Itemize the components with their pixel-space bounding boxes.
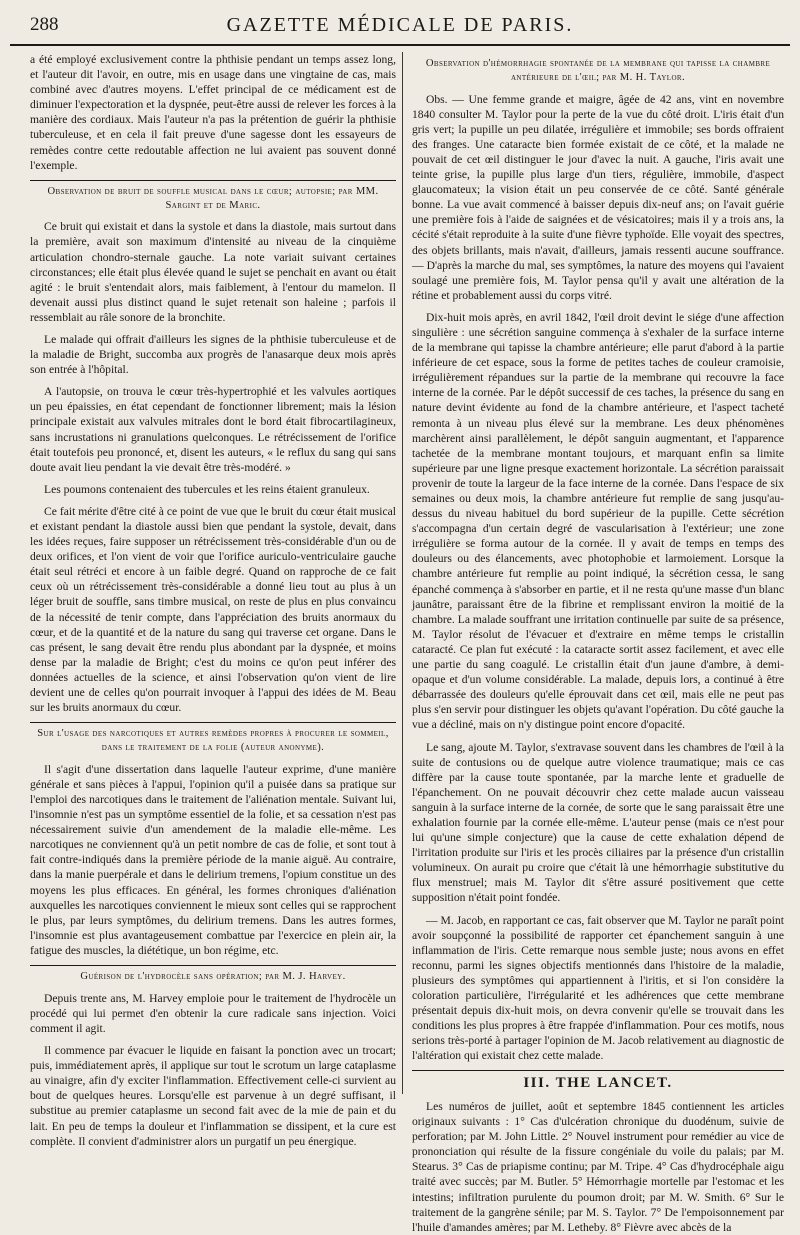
article-heading: Sur l'usage des narcotiques et autres remèdes propres à procurer le sommeil, dans le traitement de la folie (auteur anonyme). <box>30 722 396 755</box>
paragraph: Les poumons contenaient des tubercules et les reins étaient granuleux. <box>44 482 370 496</box>
page-header <box>10 14 790 46</box>
paragraph: Il commence par évacuer le liquide en faisant la ponction avec un trocart; puis, immédiatement après, il applique sur tout le scrotum un large cataplasme au vinaigre, afin d'y exciter l'inflammation. Effectivement celle-ci survient au bout de quelques heures. Lorsqu'elle est parvenue à un degré suffisant, il substitue au premier cataplasme un second fait avec de la mie de pain et du lait. En peu de temps la douleur et l'inflammation se dissipent, et la cure est complète. Il convient d'administrer alors un purgatif un peu énergique. <box>30 1044 396 1148</box>
article-heading: Observation d'hémorrhagie spontanée de la membrane qui tapisse la chambre antérieure de l'œil; par M. H. Taylor. <box>425 58 771 83</box>
column-rule <box>402 52 403 1094</box>
journal-title: GAZETTE MÉDICALE DE PARIS. <box>226 14 574 36</box>
paragraph: A l'autopsie, on trouva le cœur très-hypertrophié et les valvules aortiques un peu épaissies, en état cependant de fonctionner librement; mais la lésion principale existait aux valvules mitrales dont le bord était fibrocartilagineux, sans incrustations ni granulations quelconques. Le rétrécissement de l'orifice était toutefois peu prononcé, et, disent les auteurs, « le reflux du sang qui sans doute avait lieu pendant la vie devait être très-modéré. » <box>30 385 396 474</box>
page-number: 288 <box>30 14 59 35</box>
article-heading: Observation de bruit de souffle musical dans le cœur; autopsie; par MM. Sargint et de Maric. <box>30 180 396 213</box>
paragraph: Dix-huit mois après, en avril 1842, l'œil droit devint le siége d'une affection singulière : une sécrétion sanguine commença à s'exhaler de la surface interne de la membrane qui tapisse la chambre antérieure; elle parut d'abord à la partie inférieure de cet espace, sous la forme de petites taches de couleur cramoisie, irrégulièrement répandues sur la partie de la membrane qui recouvre la face interne de la cornée. Par le dépôt successif de ces taches, la présence du sang en nature devint évidente au fond de la chambre antérieure, et l'aspect tacheté remonta à un niveau plus élevé sur la membrane. Les deux phénomènes marchèrent ainsi parallèlement, le dépôt sanguin augmentant, et l'apparence tachetée de la membrane montant toujours, et marquant enfin sa limite supérieure par une ligne presque exactement horizontale. La sécrétion paraissait provenir de toute la largeur de la face interne de la cornée. Dans l'espace de six semaines ou deux mois, la chambre antérieure fut remplie de sang jusqu'au-dessus du niveau habituel du bord supérieur de la pupille. Cette sécrétion s'accompagna d'un certain degré de vascularisation à l'extérieur; une zone irrégulière se forma autour de la cornée. Il y avait de temps en temps des douleurs ou des élancements, avec photophobie et larmoiement. Lorsque la chambre antérieure fut remplie au point indiqué, la sécrétion cessa, le sang épanché commença à s'absorber en partie, et il ne resta qu'une masse d'un blanc jaunâtre, paraissant être de la fibrine et remplissant environ la moitié de la chambre. La malade souffrant une irritation continuelle par suite de sa présence, M. Taylor résolut de l'évacuer et d'extraire en même temps le cristallin cataracté. Ce plan fut exécuté : la cataracte sortit assez facilement, et avec elle une partie du sang coagulé. Le cristallin était d'un jaune d'ambre, à demi-opaque et d'un volume considérable. La malade, depuis lors, a continué à être débarrassée des douleurs qu'elle éprouvait dans cet œil, mais elle ne peut pas plus s'en servir pour distinguer les objets qu'avant l'opération. Du côté gauche la vue a décliné, mais on n'y distingue point encore d'opacité. <box>412 310 784 732</box>
paragraph: a été employé exclusivement contre la phthisie pendant un temps assez long, et l'auteur dit l'avoir, en outre, mis en usage dans une vingtaine de cas, mais combiné avec d'autres moyens. L'effet principal de ce médicament est de diminuer l'expectoration et la dyspnée, peut-être aussi de relever les forces à la manière des cordiaux. Mais l'auteur n'a pas la prétention de guérir la phthisie tuberculeuse, et en cela il fait preuve d'une sagesse dont les essayeurs de remèdes contre cette redoutable affection ne lui avaient pas souvent donné l'exemple. <box>30 53 396 172</box>
paragraph: Les numéros de juillet, août et septembre 1845 contiennent les articles originaux suivants : 1° Cas d'ulcération chronique du duodénum, suivie de perforation; par M. John Little. 2° Nouvel instrument pour remédier au vice de prononciation qui résulte de la fissure congéniale du voile du palais; par M. Stearus. 3° Cas de priapisme continu; par M. Tripe. 4° Cas d'hydrocéphale aigu traité avec succès; par M. Butler. 5° Hémorrhagie mortelle par l'estomac et les intestins; infiltration purulente du poumon droit; par M. W. Smith. 6° Sur le traitement de la gangrène sénile; par M. S. Taylor. 7° De l'empoisonnement par l'huile d'amandes amères; par M. Letheby. 8° Fièvre avec abcès de la <box>412 1099 784 1234</box>
paragraph: Le sang, ajoute M. Taylor, s'extravase souvent dans les chambres de l'œil à la suite de contusions ou de quelque autre violence traumatique; mais ce cas diffère par la cause toute spontanée, par la marche lente et graduelle de l'épanchement. On ne pouvait découvrir chez cette malade aucun vaisseau sanguin à la surface interne de la cornée, de sorte que le sang paraissait être une exhalation fournie par la cornée elle-même. L'auteur pense (mais ce n'est pour lui qu'une simple conjecture) que la cause de cette exhalation dépend de l'irritation produite sur l'iris et les procès ciliaires par la présence d'un cristallin volumineux. On aurait pu croire que c'était là une hémorrhagie substitutive du flux menstruel; mais M. Taylor dit s'être assuré positivement que cette supposition n'était point fondée. <box>412 740 784 905</box>
paragraph: Obs. — Une femme grande et maigre, âgée de 42 ans, vint en novembre 1840 consulter M. Taylor pour la perte de la vue du côté droit. L'iris était d'un gris vert; la pupille un peu dilatée, irrégulière et immobile; ses bords offraient des franges. Une cataracte bien formée existait de ce côté, et la malade ne pouvait de cet œil distinguer le jour d'avec la nuit. A gauche, l'iris avait une teinte grise, la pupille plus large d'un tiers, régulière, immobile, d'aspect glaucomateux; la vision était un peu conservée de ce côté. Santé générale bonne. La vue avait commencé à baisser depuis dix-neuf ans; on l'avait guérie une première fois à l'aide de saignées et de vésicatoires; mais il y a trois ans, la cécité s'était reproduite à la suite d'une fièvre typhoïde. Elle voyait des spectres, des objets brillants, mais n'avait, d'ailleurs, jamais ressenti aucune souffrance. — D'après la marche du mal, ses symptômes, la nature des moyens qui l'avaient soulagé une première fois, M. Taylor pensa qu'il y avait une altération de la rétine et probablement aussi du corps vitré. <box>412 92 784 302</box>
left-column <box>30 52 396 1148</box>
paragraph: — M. Jacob, en rapportant ce cas, fait observer que M. Taylor ne paraît point avoir soupçonné la possibilité de rapporter cet épanchement sanguin à une inflammation de l'iris. Cette remarque nous semble juste; nous avons en effet reconnu, parmi les signes objectifs mentionnés dans l'histoire de la maladie, plusieurs des symptômes qui appartiennent à l'iritis, et si l'on considère la coloration particulière, l'irrégularité et les adhérences que cette membrane présentait depuis dix-huit mois, on devra convenir qu'elle se trouvait dans les conditions les plus propres à être frappée d'inflammation. Pour ces motifs, nous serions très-porté à partager l'opinion de M. Jacob relativement au diagnostic de l'altération qui existait chez cette malade. <box>412 913 784 1063</box>
paragraph: Ce bruit qui existait et dans la systole et dans la diastole, mais surtout dans la première, avait son maximum d'intensité au niveau de la cinquième articulation chondro-sternale gauche. La note variait suivant certaines circonstances; elle était plus élevée quand le sujet se penchait en avant ou était agité : le bruit s'entendait alors, mais faiblement, à l'entour du mamelon. Il devenait aussi plus distinct quand le sujet retenait son haleine ; parfois il ressemblait au râle sonore de la bronchite. <box>30 220 396 324</box>
paragraph: Ce fait mérite d'être cité à ce point de vue que le bruit du cœur était musical et existant pendant la diastole aussi bien que pendant la systole, devait, dans les idées reçues, faire supposer un rétrécissement très-considérable d'un ou de deux orifices, et l'on vient de voir que l'orifice auriculo-ventriculaire gauche était seul rétréci et encore à un faible degré. Quand on rapproche de ce fait ceux où un rétrécissement très-considérable a donné lieu tout au plus à un léger bruit de souffle, sans timbre musical, on reste de plus en plus convaincu de la nécessité de tenir compte, dans l'appréciation des bruits anormaux du cœur, et de la quantité et de la nature du sang qui traverse cet organe. Dans le cas présent, le sang devait être rendu plus abondant par la dyspnée, et moins dense par la maladie de Bright; c'est du moins ce qu'on peut inférer des données actuelles de la science, et ainsi l'observation qu'on vient de lire devient une de celles qu'on pourrait invoquer à l'appui des idées de M. Beau sur les bruits anormaux du cœur. <box>30 504 396 715</box>
paragraph: Depuis trente ans, M. Harvey emploie pour le traitement de l'hydrocèle un procédé qui lui permet d'en obtenir la cure radicale sans injection. Voici comment il agit. <box>30 991 396 1035</box>
paragraph: Il s'agit d'une dissertation dans laquelle l'auteur exprime, d'une manière générale et sans pièces à l'appui, l'opinion qu'il a puisée dans sa pratique sur l'emploi des narcotiques dans le traitement de l'aliénation mentale. Suivant lui, l'insomnie n'est pas un symptôme essentiel de la folie, et sa cessation n'est pas nécessairement suivie d'un amendement de la maladie elle-même. Les narcotiques ne conviennent qu'à un petit nombre de cas de folie, et sont tout à fait contre-indiqués dans la première période de la manie aiguë. Au contraire, dans la manie puerpérale et dans le delirium tremens, l'opium constitue un des moyens les plus efficaces. En général, les formes chroniques d'aliénation auxquelles les narcotiques conviennent le mieux sont celles qui se rapprochent le plus, par leurs symptômes, du delirium tremens. Dans les autres formes, l'insomnie est plus avantageusement combattue par l'exercice en plein air, la fatigue des muscles, la diététique, un bon régime, etc. <box>30 762 396 957</box>
paragraph: Le malade qui offrait d'ailleurs les signes de la phthisie tuberculeuse et de la maladie de Bright, succomba aux progrès de l'anasarque deux mois après son entrée à l'hôpital. <box>30 332 396 377</box>
section-title: III. THE LANCET. <box>412 1070 784 1094</box>
article-heading: Guérison de l'hydrocèle sans opération; par M. J. Harvey. <box>30 965 396 984</box>
right-column <box>412 52 784 1234</box>
